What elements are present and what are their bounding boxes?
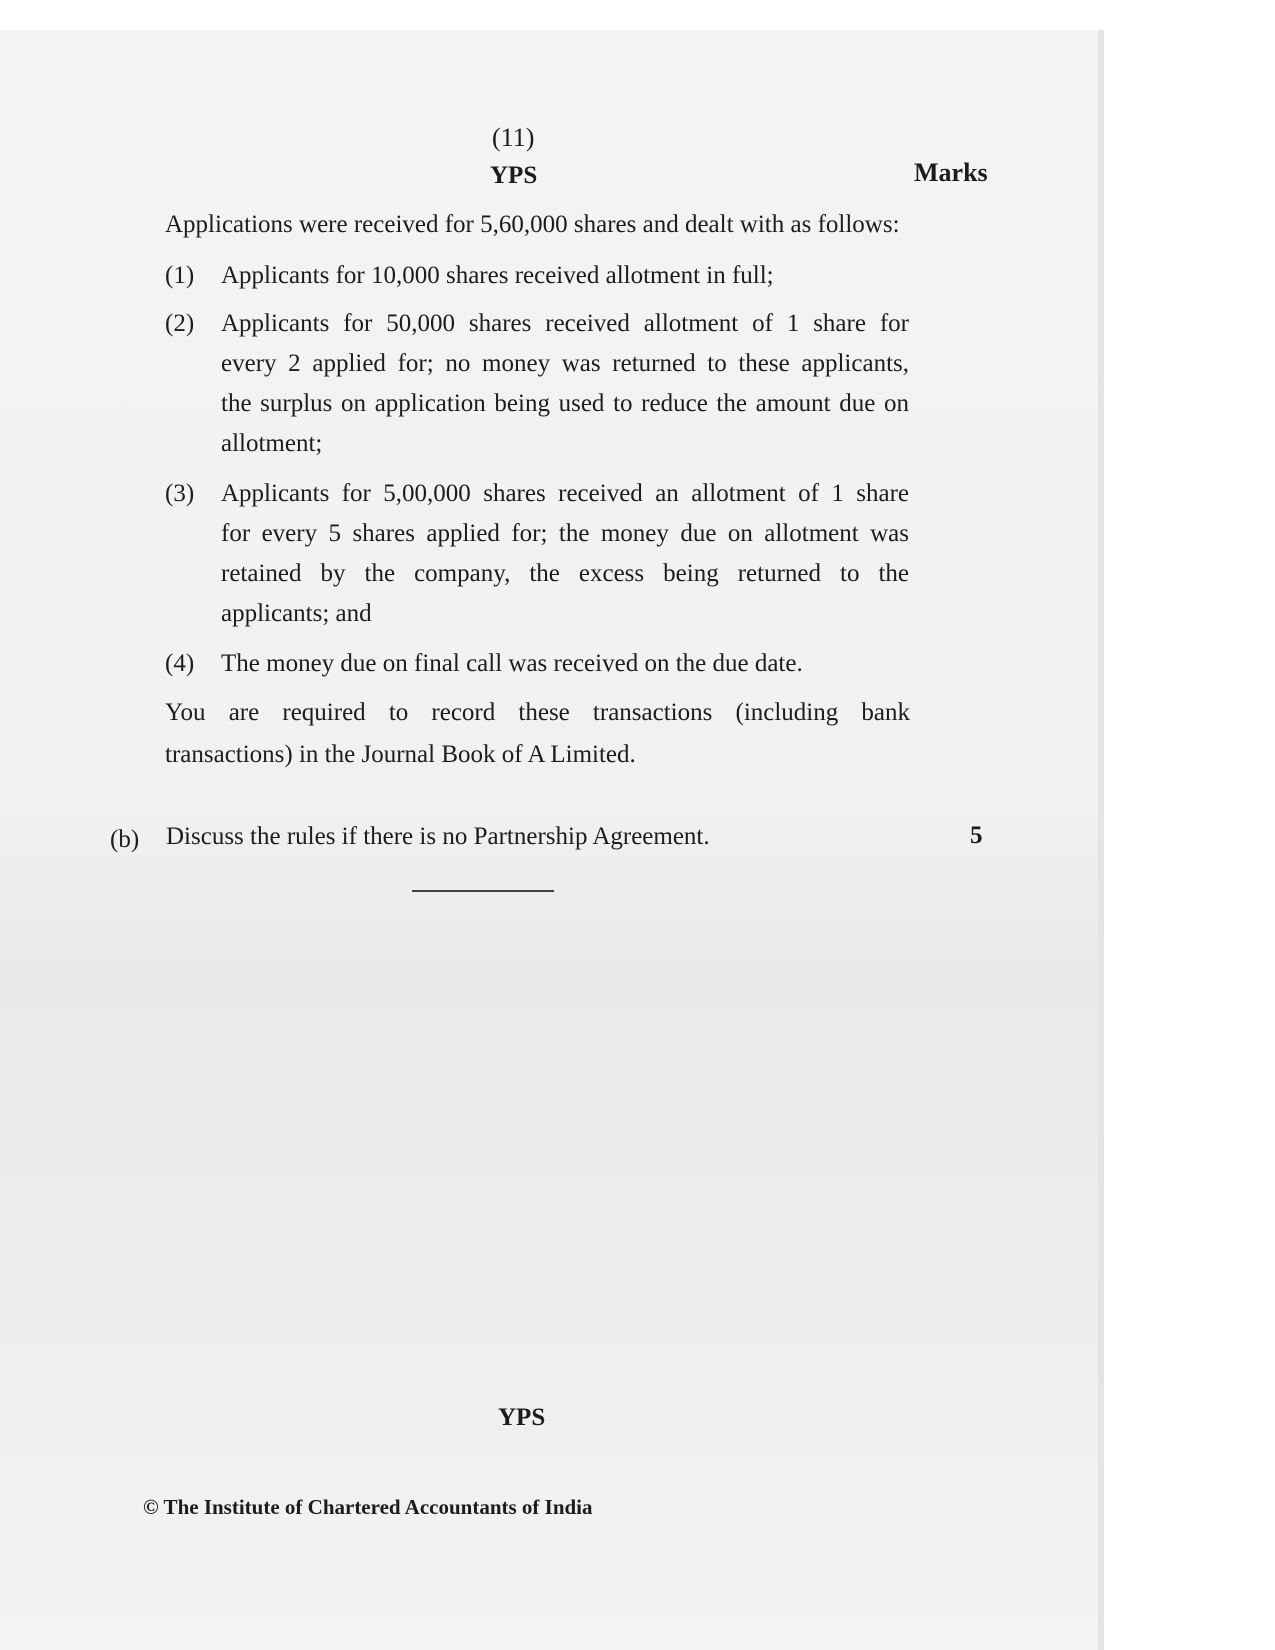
requirement-line: transactions) in the Journal Book of A Limited. [165,741,636,768]
list-item-line: Applicants for 50,000 shares received allotment of 1 share for [221,310,909,337]
page-number: (11) [492,123,535,152]
question-b-text: Discuss the rules if there is no Partnership Agreement. [166,823,710,850]
list-item-line: allotment; [221,430,323,457]
list-item-number: (4) [165,650,195,677]
list-item-text [221,256,909,296]
question-a-requirement [165,692,910,776]
list-item-number: (1) [165,262,195,289]
list-item-text [221,474,909,634]
end-of-questions-divider [412,890,554,892]
paper-code-footer: YPS [498,1404,546,1431]
question-b-marks: 5 [970,822,983,849]
list-item-line: the surplus on application being used to reduce the amount due on [221,390,909,417]
copyright-notice: © The Institute of Chartered Accountants of India [143,1495,593,1519]
list-item-line: Applicants for 10,000 shares received allotment in full; [221,262,774,289]
list-item-line: The money due on final call was received on the due date. [221,650,803,677]
list-item-number: (2) [165,310,195,337]
marks-column-heading: Marks [914,158,988,187]
list-item-line: Applicants for 5,00,000 shares received an allotment of 1 share [221,480,909,507]
list-item-line: every 2 applied for; no money was returned to these applicants, [221,350,909,377]
question-b-label: (b) [110,826,140,853]
paper-edge [1098,30,1104,1650]
list-item-line: retained by the company, the excess being returned to the [221,560,909,587]
list-item-line: for every 5 shares applied for; the money due on allotment was [221,520,909,547]
list-item-text [221,304,909,464]
paper-code-header: YPS [490,162,538,189]
list-item-line: applicants; and [221,600,372,627]
question-a-intro: Applications were received for 5,60,000 shares and dealt with as follows: [165,211,900,238]
requirement-line: You are required to record these transactions (including bank [165,699,910,726]
list-item-number: (3) [165,480,195,507]
list-item-text [221,644,909,684]
